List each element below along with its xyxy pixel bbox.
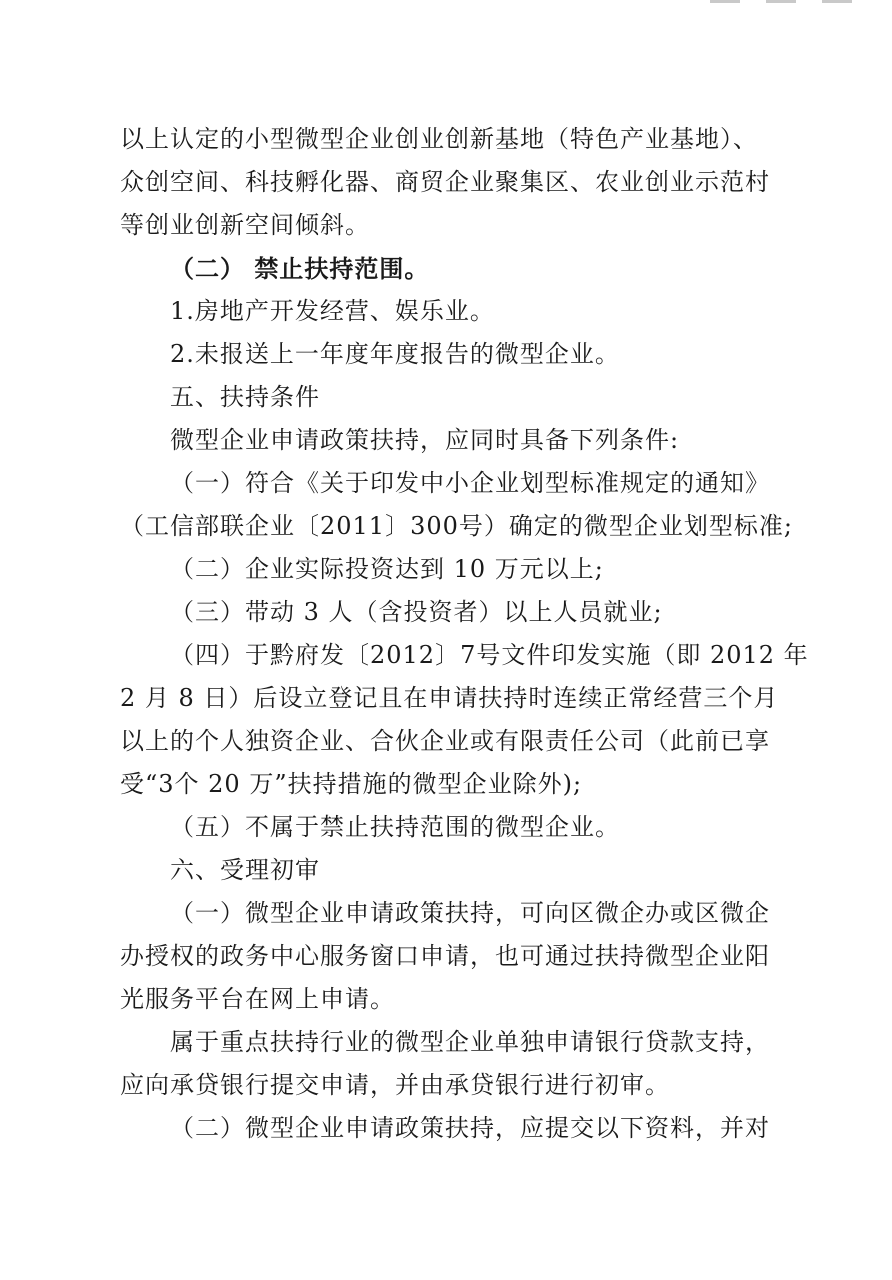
text-line: 众创空间、科技孵化器、商贸企业聚集区、农业创业示范村	[120, 168, 770, 196]
text-line: 等创业创新空间倾斜。	[120, 211, 370, 239]
scan-edge-marks	[710, 0, 852, 3]
text-line: （三）带动 3 人（含投资者）以上人员就业;	[170, 598, 663, 626]
text-line: 光服务平台在网上申请。	[120, 985, 395, 1013]
text-line: 属于重点扶持行业的微型企业单独申请银行贷款支持，	[170, 1028, 770, 1056]
scan-mark	[710, 0, 740, 3]
text-line: （工信部联企业〔2011〕300号）确定的微型企业划型标准;	[120, 512, 793, 540]
section-heading: 五、扶持条件	[170, 383, 320, 411]
text-line: 微型企业申请政策扶持，应同时具备下列条件:	[170, 426, 680, 454]
text-line: 办授权的政务中心服务窗口申请，也可通过扶持微型企业阳	[120, 942, 770, 970]
text-line: （四）于黔府发〔2012〕7号文件印发实施（即 2012 年	[170, 641, 809, 669]
text-line: 2.未报送上一年度年度报告的微型企业。	[170, 340, 620, 368]
text-line: 以上认定的小型微型企业创业创新基地（特色产业基地）、	[120, 125, 758, 153]
text-line: 1.房地产开发经营、娱乐业。	[170, 297, 495, 325]
text-line: （二）微型企业申请政策扶持，应提交以下资料，并对	[170, 1114, 770, 1142]
text-line: （五）不属于禁止扶持范围的微型企业。	[170, 813, 620, 841]
text-line: 以上的个人独资企业、合伙企业或有限责任公司（此前已享	[120, 727, 770, 755]
scan-mark	[766, 0, 796, 3]
text-line: （二）企业实际投资达到 10 万元以上;	[170, 555, 604, 583]
scan-mark	[822, 0, 852, 3]
section-heading: 六、受理初审	[170, 856, 320, 884]
text-line: （一）微型企业申请政策扶持，可向区微企办或区微企	[170, 899, 770, 927]
text-line: （一）符合《关于印发中小企业划型标准规定的通知》	[170, 469, 770, 497]
section-heading: （二） 禁止扶持范围。	[170, 254, 430, 283]
document-body	[120, 118, 809, 1150]
text-line: 2 月 8 日）后设立登记且在申请扶持时连续正常经营三个月	[120, 684, 779, 712]
text-line: 受“3个 20 万”扶持措施的微型企业除外);	[120, 770, 583, 798]
text-line: 应向承贷银行提交申请，并由承贷银行进行初审。	[120, 1071, 670, 1099]
